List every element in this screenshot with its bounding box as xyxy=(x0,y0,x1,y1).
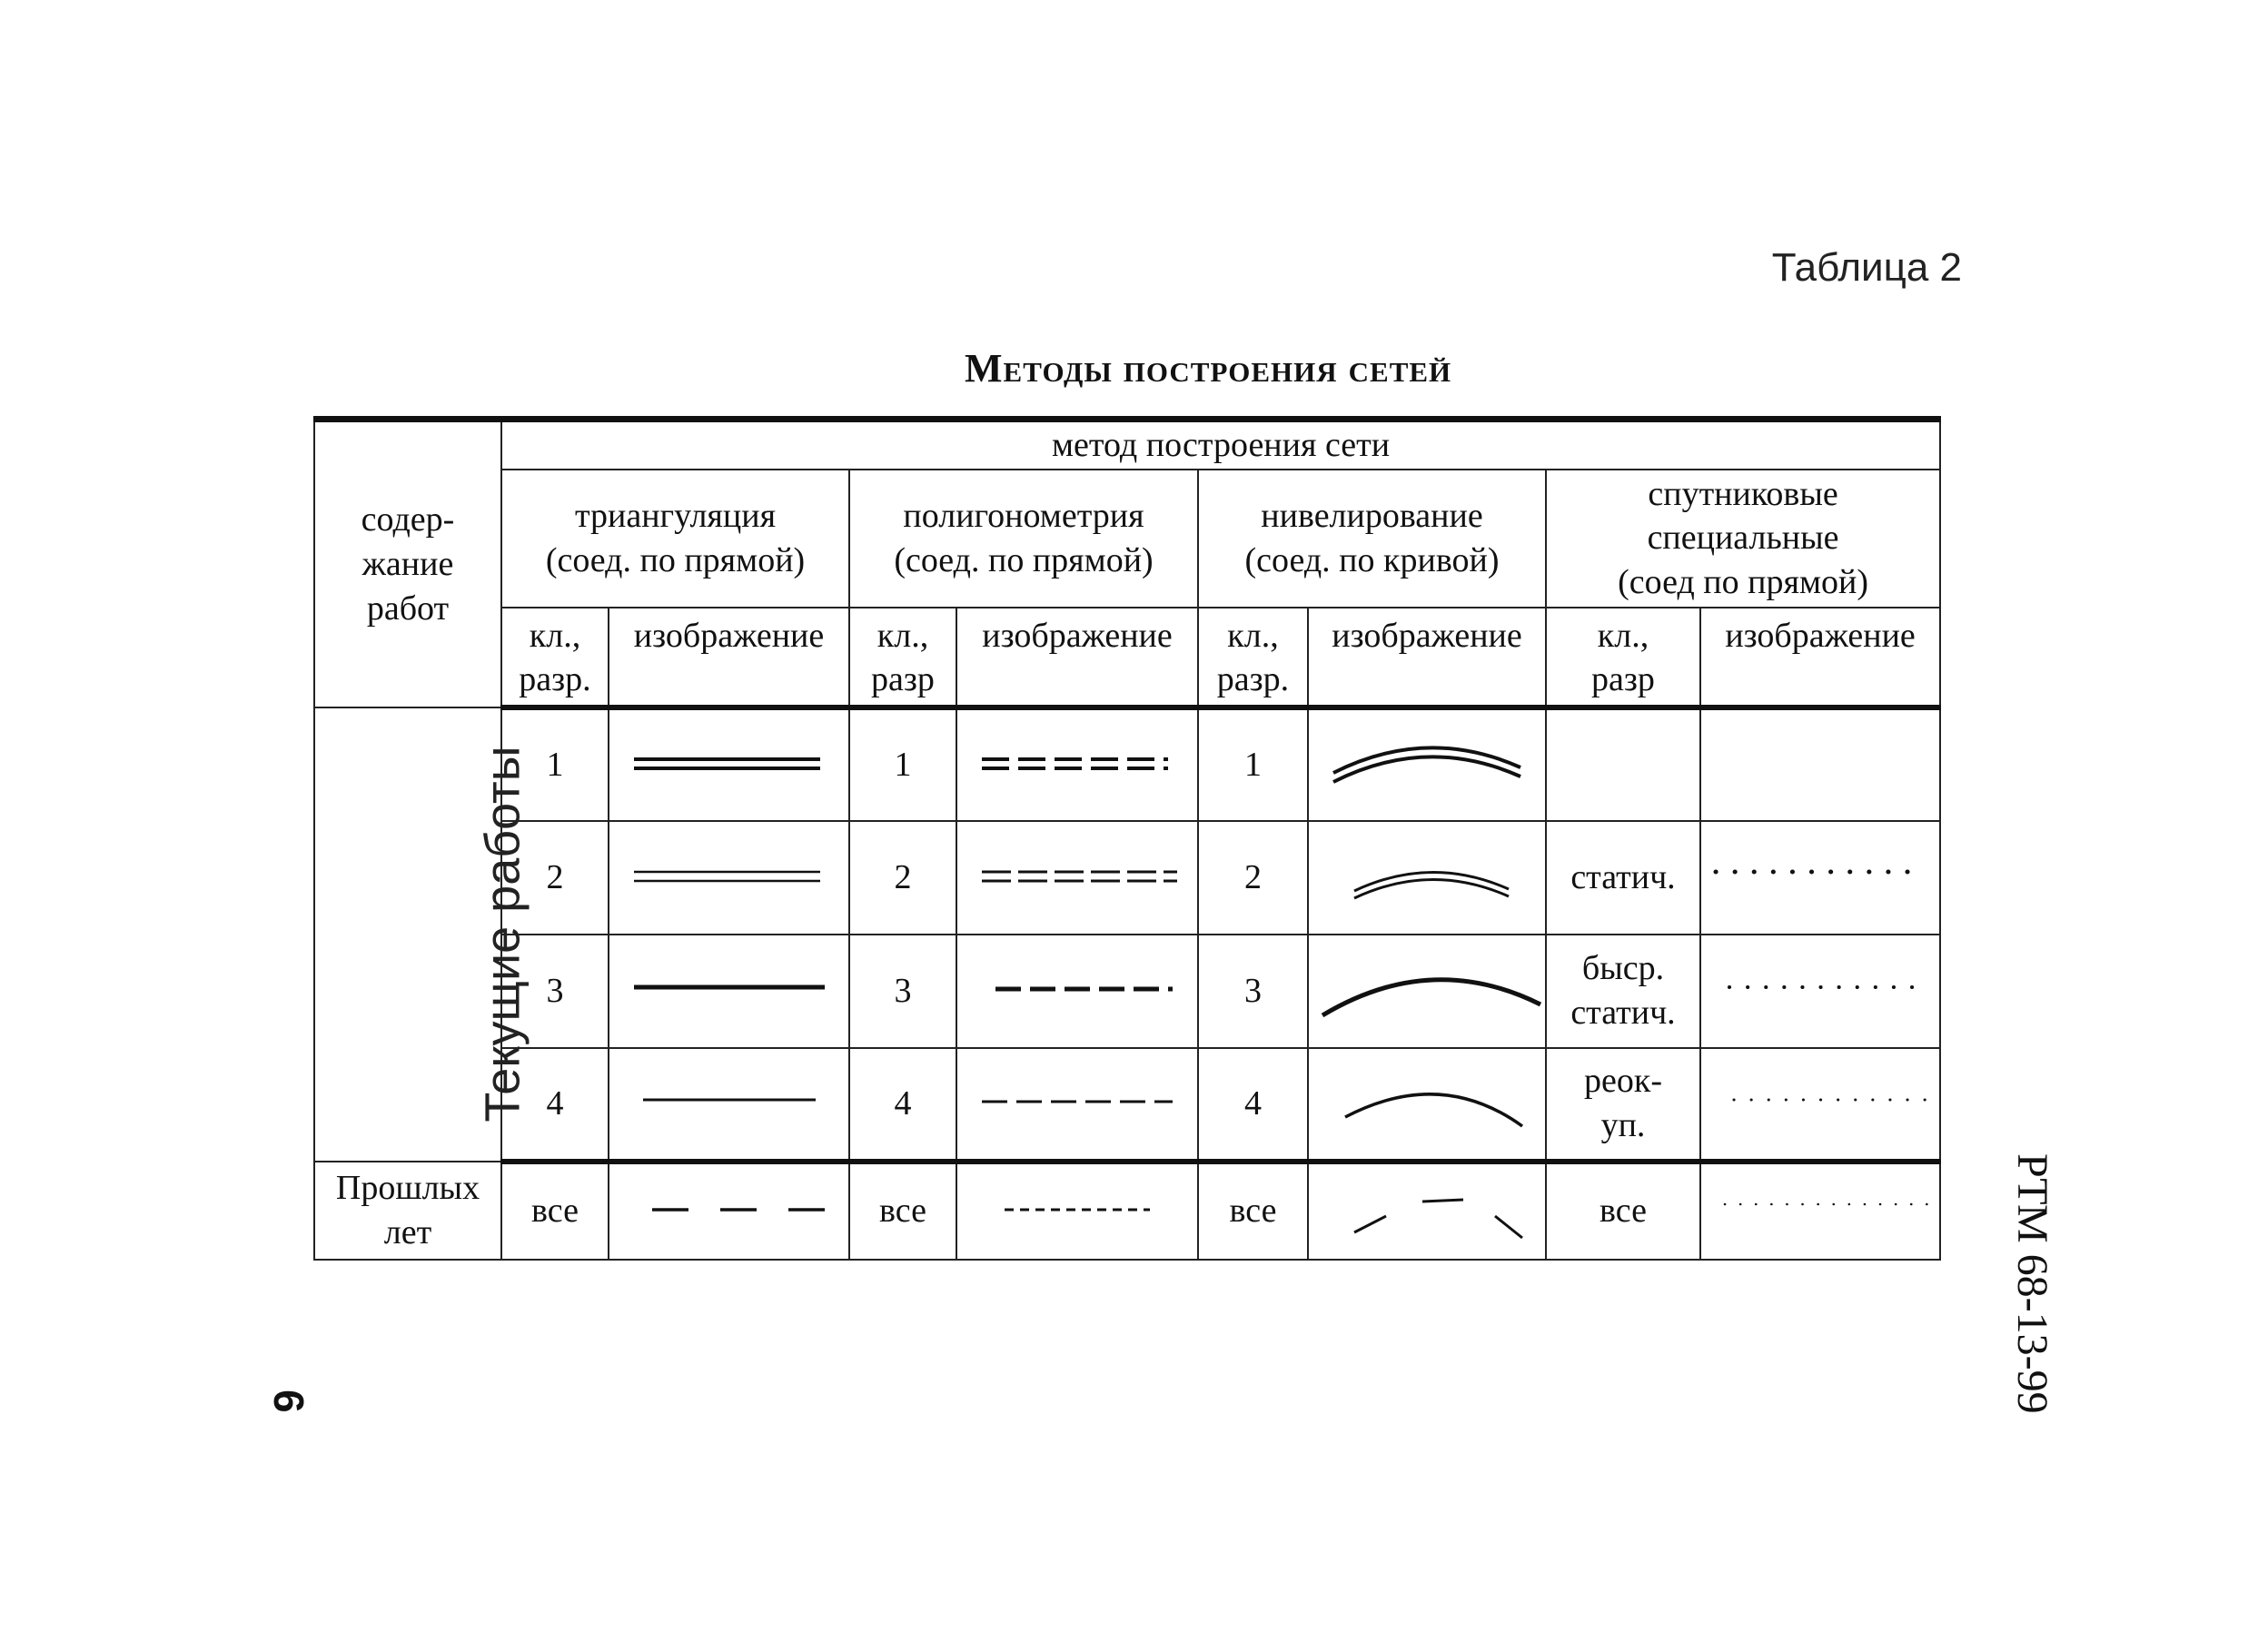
method-satellite: спутниковые специальные (соед по прямой) xyxy=(1546,470,1940,608)
dashed-curve-symbol xyxy=(1313,1180,1540,1243)
symbol-cell xyxy=(1700,821,1940,935)
symbol-cell xyxy=(1308,935,1546,1048)
method-group-header: метод построения сети xyxy=(501,420,1940,470)
symbol-cell xyxy=(1308,1048,1546,1162)
image-header: изображение xyxy=(1308,608,1546,707)
class-cell: статич. xyxy=(1546,821,1700,935)
class-cell: все xyxy=(501,1162,609,1260)
row-group-header: содер- жание работ xyxy=(314,420,501,707)
curve-thick-symbol xyxy=(1313,959,1540,1023)
table-row xyxy=(314,935,1940,1048)
symbol-cell xyxy=(1308,707,1546,821)
past-years-label: Прошлых лет xyxy=(314,1162,501,1260)
class-cell: 1 xyxy=(849,707,956,821)
double-line-thin-symbol xyxy=(620,859,838,895)
class-cell: все xyxy=(1198,1162,1308,1260)
class-cell: все xyxy=(849,1162,956,1260)
symbol-cell xyxy=(1700,935,1940,1048)
symbol-cell xyxy=(956,821,1198,935)
class-cell: 4 xyxy=(501,1048,609,1162)
current-group-label xyxy=(314,707,530,1162)
table-title: Методы построения сетей xyxy=(965,346,1452,391)
dotted-thin-symbol xyxy=(1707,1085,1934,1122)
class-header: кл., разр xyxy=(849,608,956,707)
double-dashed-thin-symbol xyxy=(968,859,1186,895)
class-cell: реок- уп. xyxy=(1546,1048,1700,1162)
dashed-thick-symbol xyxy=(968,973,1186,1009)
symbol-cell xyxy=(1700,1162,1940,1260)
class-cell: 3 xyxy=(1198,935,1308,1048)
class-cell: 1 xyxy=(1198,707,1308,821)
dotted-medium-symbol xyxy=(1707,973,1934,1009)
symbol-cell xyxy=(609,821,849,935)
class-header: кл., разр xyxy=(1546,608,1700,707)
symbol-cell xyxy=(1308,1162,1546,1260)
symbol-cell xyxy=(1700,1048,1940,1162)
symbol-cell xyxy=(956,1162,1198,1260)
dotted-bold-symbol xyxy=(1707,859,1934,895)
class-cell: 2 xyxy=(849,821,956,935)
table-row xyxy=(314,1048,1940,1162)
class-header: кл., разр. xyxy=(501,608,609,707)
class-cell: 3 xyxy=(849,935,956,1048)
dashed-thin-symbol xyxy=(968,1085,1186,1122)
curve-thin-symbol xyxy=(1313,1072,1540,1135)
symbol-cell xyxy=(609,1048,849,1162)
class-cell: быср. статич. xyxy=(1546,935,1700,1048)
class-cell: 4 xyxy=(1198,1048,1308,1162)
double-line-symbol xyxy=(620,747,838,783)
page-number: 6 xyxy=(265,1390,312,1413)
methods-table xyxy=(313,416,1941,1261)
symbol-cell xyxy=(1308,821,1546,935)
symbol-cell xyxy=(609,707,849,821)
current-works-label: Текущие работы xyxy=(475,746,530,1123)
symbol-cell xyxy=(1700,707,1940,821)
symbol-cell xyxy=(956,707,1198,821)
symbol-cell xyxy=(609,1162,849,1260)
class-cell: 4 xyxy=(849,1048,956,1162)
long-dash-symbol xyxy=(620,1193,838,1230)
class-cell: 2 xyxy=(1198,821,1308,935)
symbol-cell xyxy=(609,935,849,1048)
image-header: изображение xyxy=(956,608,1198,707)
dotted-faint-symbol xyxy=(1707,1193,1934,1230)
table-row xyxy=(314,707,1940,821)
class-cell xyxy=(1546,707,1700,821)
method-polygonometry: полигонометрия (соед. по прямой) xyxy=(849,470,1198,608)
image-header: изображение xyxy=(609,608,849,707)
table-row xyxy=(314,821,1940,935)
image-header: изображение xyxy=(1700,608,1940,707)
document-code: РТМ 68-13-99 xyxy=(2008,1153,2056,1414)
class-cell: все xyxy=(1546,1162,1700,1260)
class-header: кл., разр. xyxy=(1198,608,1308,707)
double-curve-symbol xyxy=(1313,733,1540,796)
short-dash-symbol xyxy=(968,1193,1186,1230)
solid-thin-symbol xyxy=(620,1085,838,1122)
table-caption: Таблица 2 xyxy=(1771,245,1962,290)
double-dashed-symbol xyxy=(968,747,1186,783)
symbol-cell xyxy=(956,1048,1198,1162)
method-triangulation: триангуляция (соед. по прямой) xyxy=(501,470,849,608)
symbol-cell xyxy=(956,935,1198,1048)
class-cell: 2 xyxy=(501,821,609,935)
method-leveling: нивелирование (соед. по кривой) xyxy=(1198,470,1546,608)
class-cell: 1 xyxy=(501,707,609,821)
double-curve-thin-symbol xyxy=(1313,846,1540,909)
solid-thick-symbol xyxy=(620,973,838,1009)
table-row xyxy=(314,1162,1940,1260)
class-cell: 3 xyxy=(501,935,609,1048)
